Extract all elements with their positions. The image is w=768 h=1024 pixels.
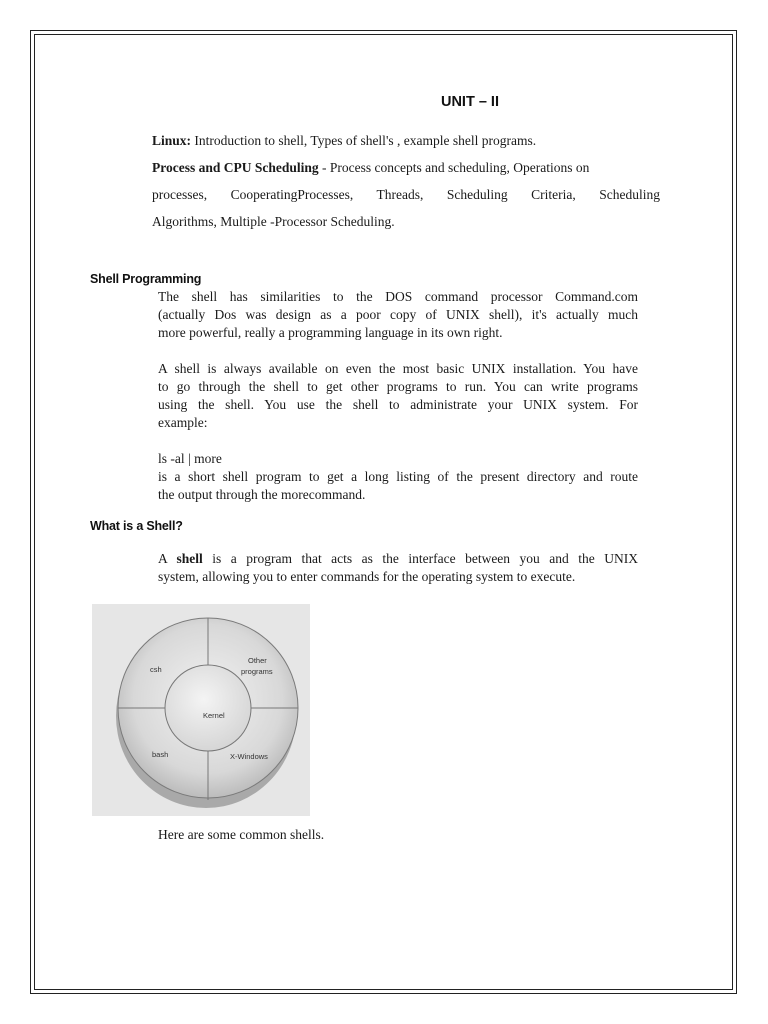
- xwindows-label: X-Windows: [230, 752, 268, 761]
- what-is-shell-paragraph: [158, 550, 638, 586]
- syllabus-process-line-3: Algorithms, Multiple -Processor Scheduling.: [152, 214, 395, 229]
- p3-line-2: the output through the morecommand.: [158, 487, 366, 502]
- kernel-label: Kernel: [203, 711, 225, 720]
- csh-label: csh: [150, 665, 162, 674]
- unit-title: UNIT – II: [440, 94, 499, 110]
- linux-label: Linux:: [152, 133, 192, 148]
- programs-label: programs: [241, 667, 273, 676]
- shell-def-line-2: system, allowing you to enter commands for the operating system to execute.: [158, 569, 576, 584]
- process-text-1: - Process concepts and scheduling, Operations on: [318, 160, 590, 175]
- shell-diagram: [92, 604, 310, 816]
- p1-line-1: The shell has similarities to the DOS command processor Command.com: [158, 289, 638, 304]
- syllabus-process-line-1: [152, 159, 660, 186]
- shell-programming-heading: Shell Programming: [90, 272, 202, 286]
- p1-line-3: more powerful, really a programming language in its own right.: [158, 325, 503, 340]
- syllabus-block: [152, 132, 660, 240]
- shell-def-line-1: A shell is a program that acts as the interface between you and the UNIX: [158, 551, 638, 566]
- shell-term: shell: [176, 551, 203, 566]
- p2-line-4: example:: [158, 415, 208, 430]
- syllabus-linux-line: [152, 132, 660, 159]
- linux-text: Introduction to shell, Types of shell's , example shell programs.: [191, 133, 537, 148]
- command-example: ls -al | more: [158, 451, 222, 466]
- syllabus-process-line-2: processes, CooperatingProcesses, Threads, Scheduling Criteria, Scheduling: [152, 187, 660, 202]
- other-label: Other: [248, 656, 267, 665]
- shell-programming-paragraph-3: [158, 450, 638, 504]
- p2-line-1: A shell is always available on even the most basic UNIX installation. You have: [158, 361, 638, 376]
- process-label: Process and CPU Scheduling: [152, 160, 319, 175]
- p2-line-2: to go through the shell to get other programs to run. You can write programs: [158, 379, 638, 394]
- p1-line-2: (actually Dos was design as a poor copy of UNIX shell), it's actually much: [158, 307, 638, 322]
- diagram-caption: Here are some common shells.: [158, 827, 325, 842]
- what-is-shell-heading: What is a Shell?: [90, 519, 183, 533]
- shell-programming-paragraph-2: [158, 360, 638, 432]
- bash-label: bash: [152, 750, 169, 759]
- p3-line-1: is a short shell program to get a long listing of the present directory and route: [158, 469, 638, 484]
- kernel-circle: [165, 665, 251, 751]
- p2-line-3: using the shell. You use the shell to administrate your UNIX system. For: [158, 397, 638, 412]
- shell-programming-paragraph-1: [158, 288, 638, 342]
